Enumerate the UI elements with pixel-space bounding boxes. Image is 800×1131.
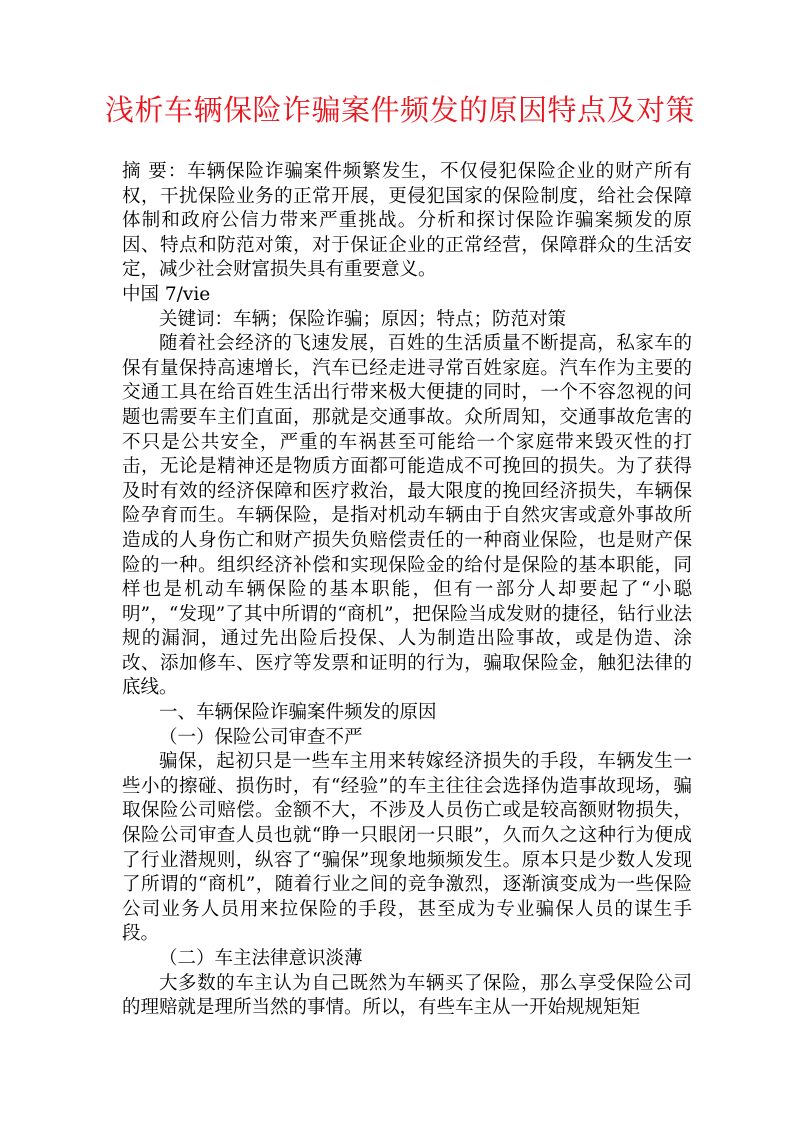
subsection-heading-2: （二）车主法律意识淡薄 [159,948,363,969]
body-paragraph-3: 大多数的车主认为自己既然为车辆买了保险，那么享受保险公司的理赔就是理所当然的事情。所以，有些车主从一开始规规矩矩 [122,972,692,1019]
subsection-heading-1: （一）保险公司审查不严 [159,726,363,748]
document-body [122,160,692,1021]
section-heading-1: 一、车辆保险诈骗案件频发的原因 [159,702,437,724]
classification-line: 中国 7/vie [122,283,211,305]
document-title: 浅析车辆保险诈骗案件频发的原因特点及对策 [104,93,695,127]
body-paragraph-2: 骗保，起初只是一些车主用来转嫁经济损失的手段，车辆发生一些小的擦碰、损伤时，有“经验”的车主往往会选择伪造事故现场，骗取保险公司赔偿。金额不大，不涉及人员伤亡或是较高额财物损失，保险公司审查人员也就“睁一只眼闭一只眼”，久而久之这种行为便成了行业潜规则，纵容了“骗保”现象地频频发生。原本只是少数人发现了所谓的“商机”，随着行业之间的竞争激烈，逐渐演变成为一些保险公司业务人员用来拉保险的手段，甚至成为专业骗保人员的谋生手段。 [122,751,692,945]
keywords-line: 关键词：车辆；保险诈骗；原因；特点；防范对策 [159,308,567,330]
abstract-paragraph: 摘 要：车辆保险诈骗案件频繁发生，不仅侵犯保险企业的财产所有权，干扰保险业务的正常开展，更侵犯国家的保险制度，给社会保障体制和政府公信力带来严重挑战。分析和探讨保险诈骗案频发的原因、特点和防范对策，对于保证企业的正常经营，保障群众的生活安定，减少社会财富损失具有重要意义。 [122,161,692,281]
body-paragraph-1: 随着社会经济的飞速发展，百姓的生活质量不断提高，私家车的保有量保持高速增长，汽车已经走进寻常百姓家庭。汽车作为主要的交通工具在给百姓生活出行带来极大便捷的同时，一个不容忽视的问题也需要车主们直面，那就是交通事故。众所周知，交通事故危害的不只是公共安全，严重的车祸甚至可能给一个家庭带来毁灭性的打击，无论是精神还是物质方面都可能造成不可挽回的损失。为了获得及时有效的经济保障和医疗救治，最大限度的挽回经济损失，车辆保险孕育而生。车辆保险，是指对机动车辆由于自然灾害或意外事故所造成的人身伤亡和财产损失负赔偿责任的一种商业保险，也是财产保险的一种。组织经济补偿和实现保险金的给付是保险的基本职能，同样也是机动车辆保险的基本职能，但有一部分人却要起了“小聪明”，“发现”了其中所谓的“商机”，把保险当成发财的捷径，钻行业法规的漏洞，通过先出险后投保、人为制造出险事故，或是伪造、涂改、添加修车、医疗等发票和证明的行为，骗取保险金，触犯法律的底线。 [122,333,692,699]
